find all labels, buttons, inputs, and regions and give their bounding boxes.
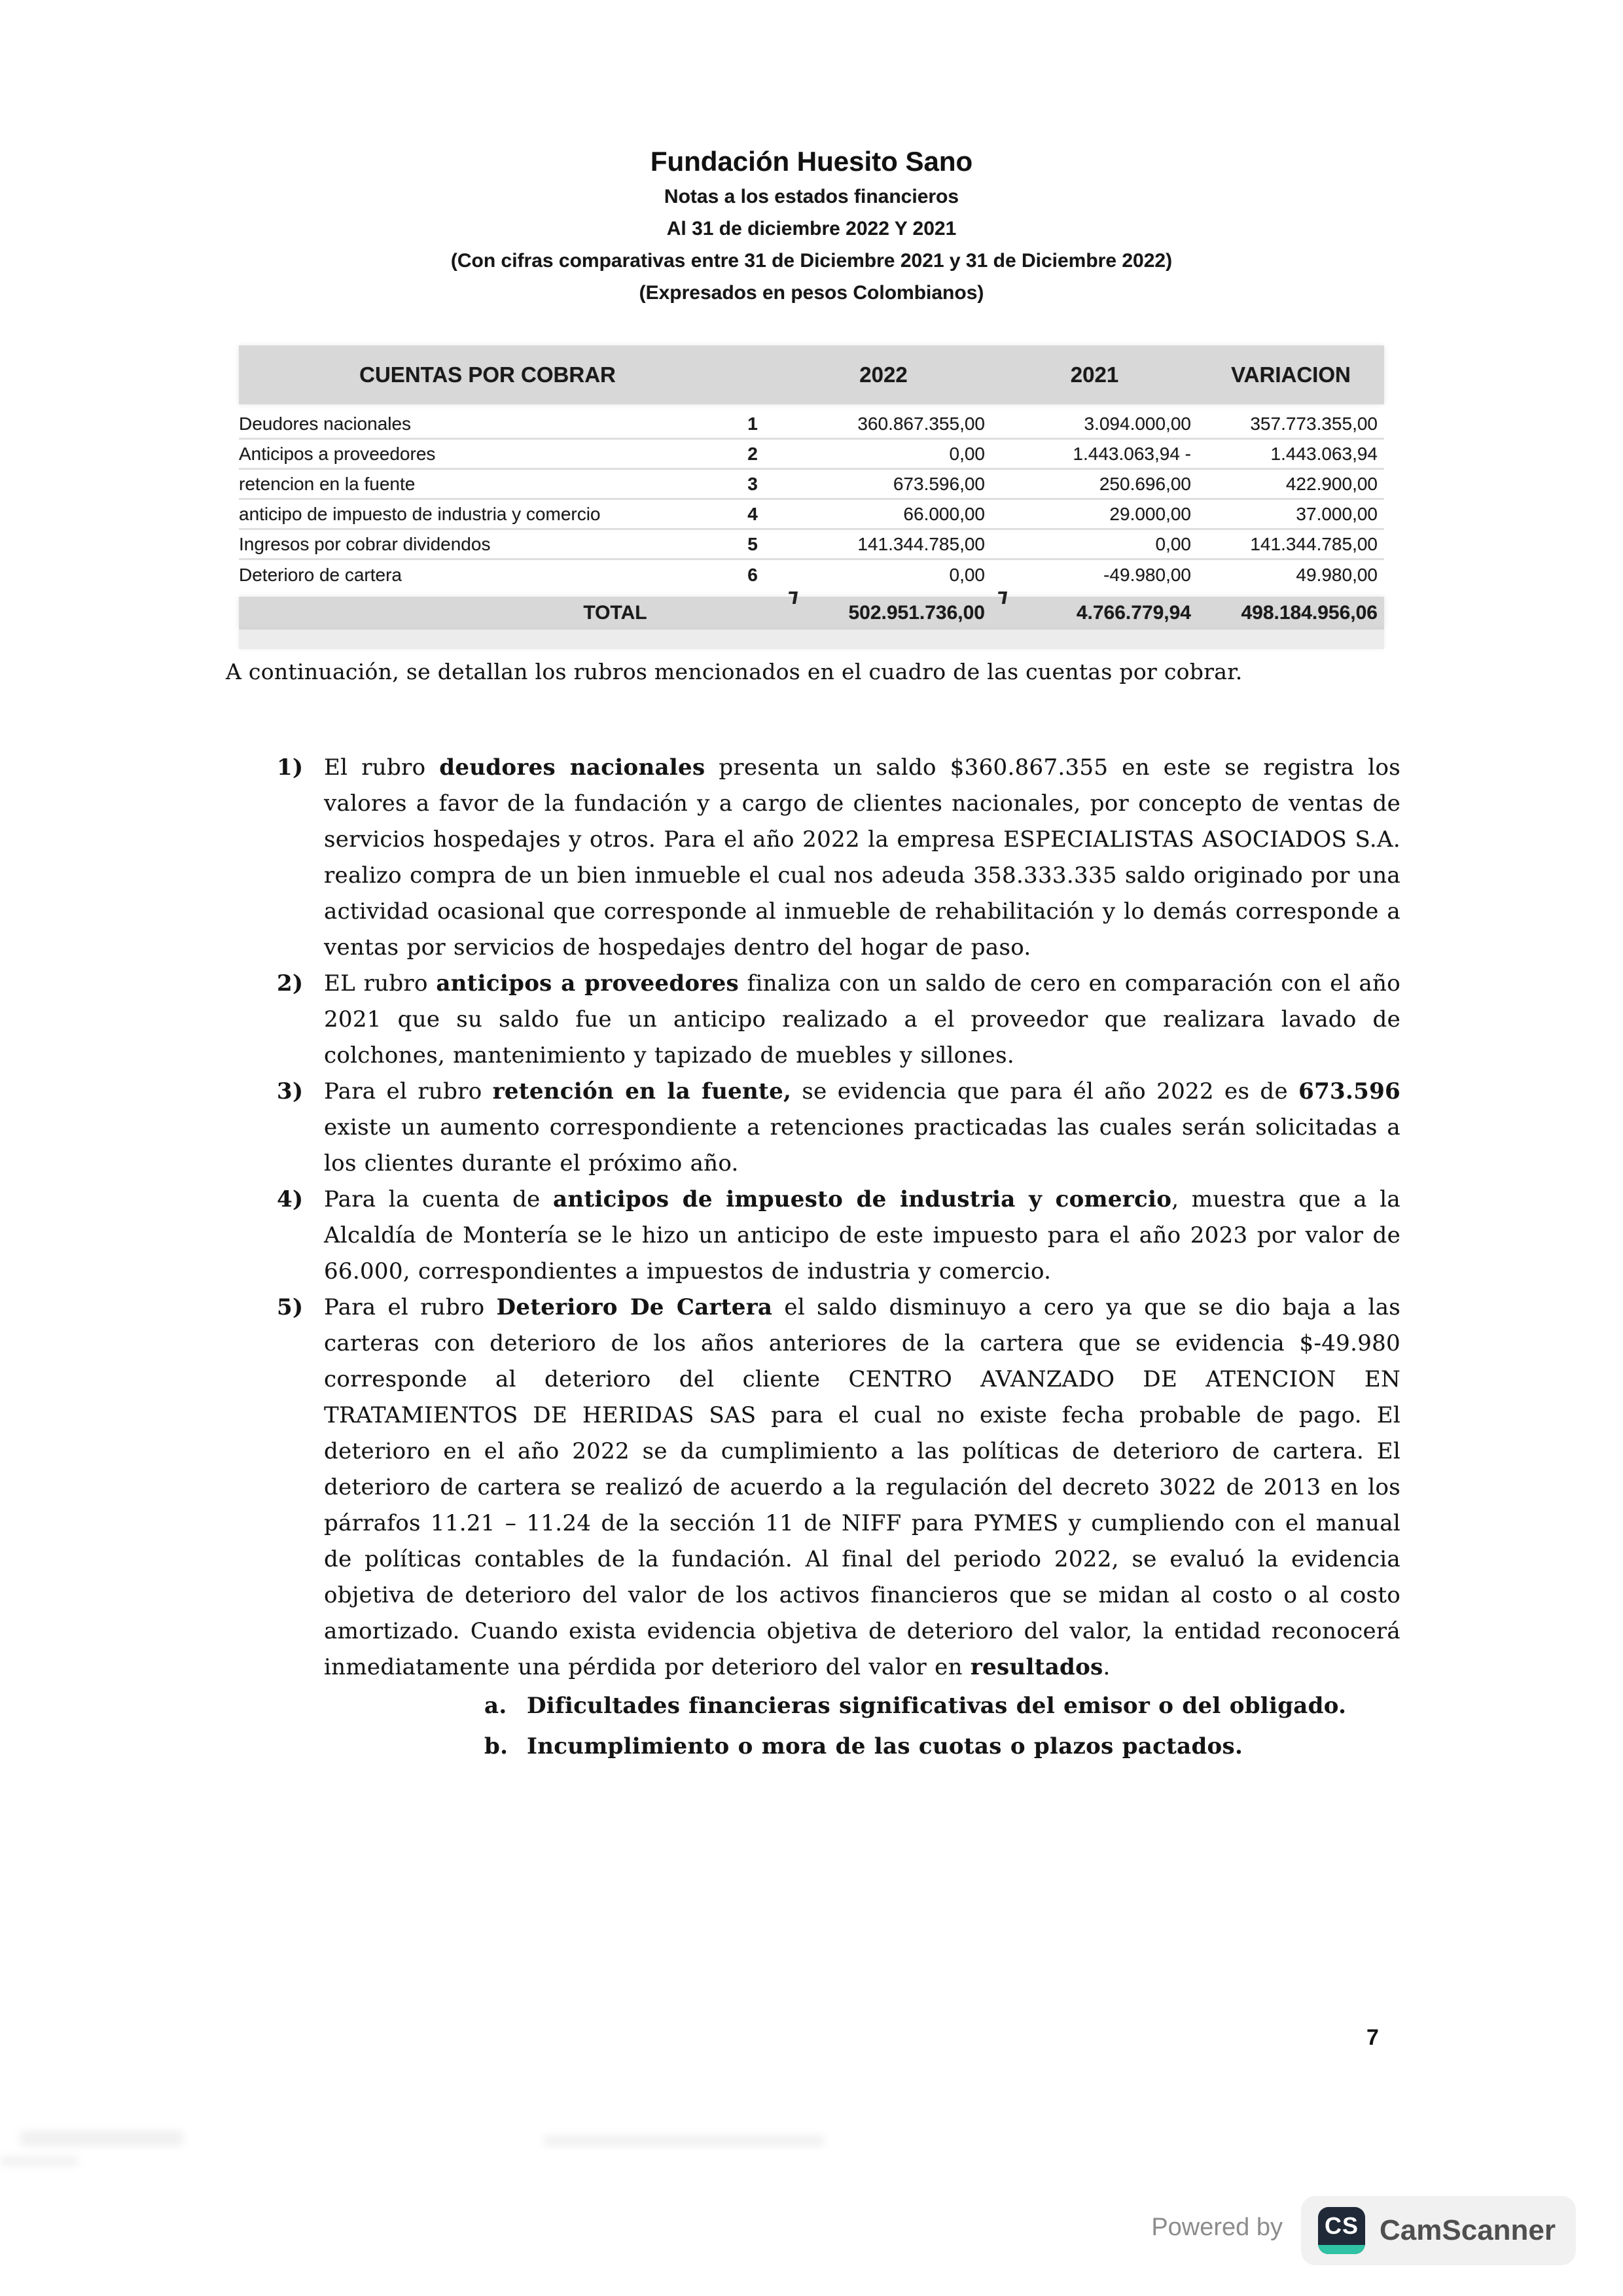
table-row: [239, 560, 1384, 590]
table-row: [239, 440, 1384, 470]
row-value-2022: 0,00: [949, 443, 985, 464]
text-segment: Para el rubro: [324, 1294, 497, 1320]
list-item-number: 2): [277, 970, 304, 997]
camscanner-badge: [1301, 2196, 1576, 2265]
scan-artifact: [0, 2157, 79, 2166]
total-row-shading: [239, 629, 1384, 649]
list-item-number: 4): [277, 1186, 304, 1212]
text-segment: presenta un saldo $360.867.355 en este se registra los valores a favor de la fundación y a cargo de clientes nacionales, por concepto de ventas de servicios hospedajes y otros. Para el año 2022 la empresa ESPECIALISTAS ASOCIADOS S.A. realizo compra de un bien inmueble el cual nos adeuda 358.333.335 saldo originado por una actividad ocasional que corresponde al inmueble de rehabilitación y lo demás corresponde a ventas por servicios de hospedajes dentro del hogar de paso.: [324, 754, 1400, 961]
text-segment: .: [1103, 1654, 1111, 1680]
total-label: TOTAL: [583, 602, 647, 624]
row-value-2021: 0,00: [1155, 533, 1191, 554]
list-item: [226, 1074, 1400, 1182]
text-segment: EL rubro: [324, 970, 437, 997]
subitem-text: Incumplimiento o mora de las cuotas o plazos pactados.: [527, 1733, 1243, 1759]
header-subtitle-2: Al 31 de diciembre 2022 Y 2021: [666, 218, 957, 239]
page-title: Fundación Huesito Sano: [650, 146, 973, 177]
header-subtitle-4: (Expresados en pesos Colombianos): [639, 282, 984, 304]
row-value-2021: 3.094.000,00: [1084, 413, 1191, 434]
row-account-name: retencion en la fuente: [239, 473, 416, 494]
intro-paragraph: A continuación, se detallan los rubros mencionados en el cuadro de las cuentas por cobrar.: [226, 659, 1243, 684]
text-segment: Para el rubro: [324, 1078, 493, 1104]
row-value-2021: 250.696,00: [1099, 473, 1191, 494]
header-subtitle-3: (Con cifras comparativas entre 31 de Diciembre 2021 y 31 de Diciembre 2022): [450, 250, 1173, 272]
table-header-variation: VARIACION: [1231, 362, 1351, 387]
row-value-2022: 66.000,00: [903, 503, 985, 524]
accounts-receivable-table: [239, 345, 1384, 649]
scan-artifact: [20, 2130, 183, 2146]
table-row: [239, 410, 1384, 440]
table-header-row: [239, 345, 1384, 404]
row-account-name: anticipo de impuesto de industria y comercio: [239, 503, 601, 524]
row-value-variation: 1.443.063,94: [1270, 443, 1378, 464]
row-note-number: 6: [747, 565, 758, 585]
row-value-2021: 29.000,00: [1109, 503, 1191, 524]
audit-tick-icon: Γ: [785, 589, 800, 609]
row-value-variation: 422.900,00: [1285, 473, 1378, 494]
total-variation: 498.184.956,06: [1241, 602, 1378, 624]
list-subitem: [226, 1726, 1400, 1767]
table-row: [239, 530, 1384, 560]
bold-text-segment: Deterioro De Cartera: [496, 1294, 773, 1320]
bold-text-segment: retención en la fuente,: [492, 1078, 792, 1104]
table-rows: [239, 404, 1384, 590]
bold-text-segment: resultados: [970, 1654, 1103, 1680]
camscanner-icon: [1318, 2207, 1365, 2254]
row-value-2022: 673.596,00: [893, 473, 985, 494]
camscanner-icon-teal-bar: [1318, 2245, 1365, 2254]
row-value-2021: 1.443.063,94 -: [1073, 443, 1191, 464]
bold-text-segment: deudores nacionales: [439, 754, 705, 781]
table-row: [239, 500, 1384, 530]
list-item: [226, 1182, 1400, 1290]
list-item: [226, 966, 1400, 1074]
list-item-text: [324, 1182, 1400, 1290]
row-account-name: Deudores nacionales: [239, 413, 412, 434]
list-item-text: [324, 750, 1400, 966]
total-2021: 4.766.779,94: [1076, 602, 1191, 624]
list-item-text: [324, 966, 1400, 1074]
row-note-number: 4: [747, 503, 758, 524]
row-value-variation: 49.980,00: [1296, 565, 1378, 585]
text-segment: El rubro: [324, 754, 440, 781]
bold-text-segment: anticipos de impuesto de industria y comercio: [553, 1186, 1172, 1212]
subitem-marker: a.: [484, 1693, 507, 1719]
list-subitem: [226, 1686, 1400, 1726]
list-item-number: 5): [277, 1294, 304, 1320]
row-account-name: Deterioro de cartera: [239, 565, 402, 585]
powered-by-label: Powered by: [1151, 2214, 1283, 2241]
row-value-variation: 141.344.785,00: [1250, 533, 1378, 554]
list-item-text: [324, 1290, 1400, 1686]
list-item: [226, 750, 1400, 966]
row-value-2022: 0,00: [949, 565, 985, 585]
row-value-2022: 360.867.355,00: [857, 413, 985, 434]
table-row: [239, 470, 1384, 500]
subitem-text: Dificultades financieras significativas del emisor o del obligado.: [527, 1693, 1347, 1719]
row-note-number: 1: [747, 413, 758, 434]
list-item-number: 1): [277, 754, 304, 781]
row-note-number: 5: [747, 533, 758, 554]
total-2022: 502.951.736,00: [848, 602, 985, 624]
bold-text-segment: 673.596: [1298, 1078, 1400, 1104]
text-segment: existe un aumento correspondiente a retenciones practicadas las cuales serán solicitadas a los clientes durante el próximo año.: [324, 1114, 1400, 1176]
row-account-name: Ingresos por cobrar dividendos: [239, 533, 491, 554]
row-value-2022: 141.344.785,00: [857, 533, 985, 554]
page-number: 7: [1366, 2025, 1379, 2050]
camscanner-icon-letters: CS: [1324, 2212, 1359, 2239]
text-segment: finaliza con un saldo de cero en comparación con el año 2021 que su saldo fue un anticipo realizado a el proveedor que realizara lavado de colchones, mantenimiento y tapizado de muebles y sillones.: [324, 970, 1400, 1069]
header-subtitle-1: Notas a los estados financieros: [664, 186, 959, 207]
table-header-2022: 2022: [859, 362, 908, 387]
camscanner-brand-label: CamScanner: [1380, 2214, 1556, 2246]
table-header-2021: 2021: [1070, 362, 1119, 387]
text-segment: , muestra que a la Alcaldía de Montería se le hizo un anticipo de este impuesto para el año 2023 por valor de 66.000, correspondientes a impuestos de industria y comercio.: [324, 1186, 1401, 1284]
table-header-accounts: CUENTAS POR COBRAR: [359, 362, 616, 387]
row-note-number: 2: [747, 443, 758, 464]
bold-text-segment: anticipos a proveedores: [436, 970, 739, 997]
audit-tick-icon: Γ: [995, 589, 1010, 609]
row-value-variation: 357.773.355,00: [1250, 413, 1378, 434]
scan-artifact: [543, 2136, 825, 2146]
text-segment: se evidencia que para él año 2022 es de: [791, 1078, 1299, 1104]
row-note-number: 3: [747, 473, 758, 494]
row-value-2021: -49.980,00: [1103, 565, 1191, 585]
row-value-variation: 37.000,00: [1296, 503, 1378, 524]
document-header: [0, 143, 1623, 309]
text-segment: el saldo disminuyo a cero ya que se dio baja a las carteras con deterioro de los años anteriores de la cartera que se evidencia $-49.980 corresponde al deterioro del cliente CENTRO AVANZADO DE ATENCION EN TRATAMIENTOS DE HERIDAS SAS para el cual no existe fecha probable de pago. El deterioro en el año 2022 se da cumplimiento a las políticas de deterioro de cartera. El deterioro de cartera se realizó de acuerdo a la regulación del decreto 3022 de 2013 en los párrafos 11.21 – 11.24 de la sección 11 de NIFF para PYMES y cumpliendo con el manual de políticas contables de la fundación. Al final del periodo 2022, se evaluó la evidencia objetiva de deterioro del valor de los activos financieros que se midan al costo o al costo amortizado. Cuando exista evidencia objetiva de deterioro del valor, la entidad reconocerá inmediatamente una pérdida por deterioro del valor en: [324, 1294, 1401, 1680]
text-segment: Para la cuenta de: [324, 1186, 553, 1212]
row-account-name: Anticipos a proveedores: [239, 443, 436, 464]
list-item-number: 3): [277, 1078, 304, 1104]
table-total-row: [239, 597, 1384, 629]
list-item: [226, 1290, 1400, 1686]
notes-list: [226, 750, 1400, 1767]
list-item-text: [324, 1074, 1400, 1182]
subitem-marker: b.: [484, 1733, 508, 1759]
